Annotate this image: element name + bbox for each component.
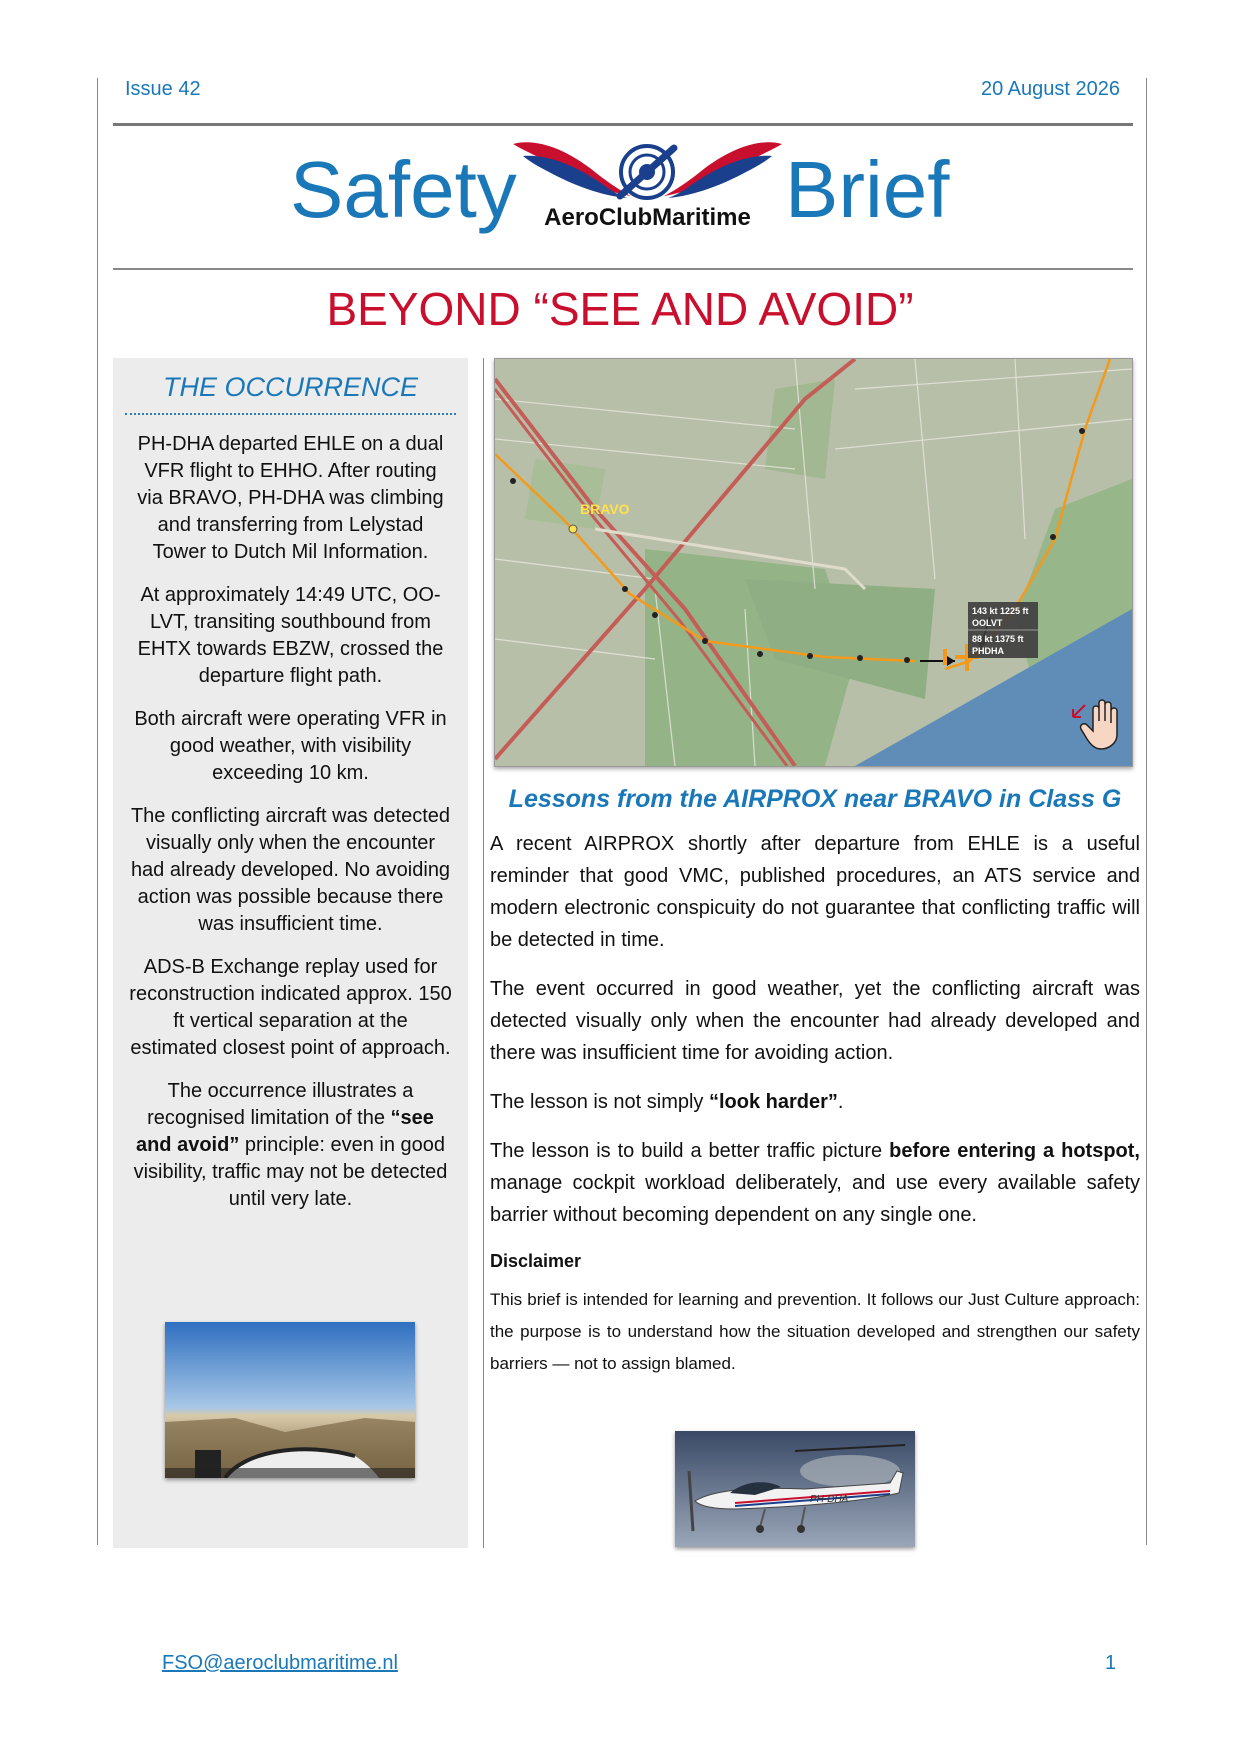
sidebar-paragraph bbox=[129, 1078, 452, 1213]
disclaimer-title: Disclaimer bbox=[490, 1251, 582, 1271]
dotted-divider bbox=[125, 413, 456, 415]
lessons-subheading: Lessons from the AIRPROX near BRAVO in Class G bbox=[508, 785, 1122, 813]
bold-phrase: “see and avoid” bbox=[135, 1107, 434, 1156]
issue-date: 20 August 2026 bbox=[980, 78, 1120, 100]
sidebar-paragraph: ADS-B Exchange replay used for reconstruction indicated approx. 150 ft vertical separation at the estimated closest point of approach. bbox=[129, 956, 452, 1059]
disclaimer-text: This brief is intended for learning and prevention. It follows our Just Culture approach: the purpose is to understand how the situation developed and strengthen our safety barriers — not to assign blamed. bbox=[490, 1290, 1140, 1373]
text-run: principle: even in good visibility, traffic may not be detected until very late. bbox=[133, 1134, 448, 1210]
text-run: The lesson is to build a better traffic picture bbox=[490, 1140, 890, 1162]
bold-phrase: “look harder” bbox=[708, 1091, 838, 1113]
text-run: . bbox=[837, 1091, 844, 1113]
aircraft-registration: PH-DHA bbox=[810, 1494, 849, 1505]
sidebar-paragraph: At approximately 14:49 UTC, OO-LVT, transiting southbound from EHTX towards EBZW, crossed the departure flight path. bbox=[137, 584, 444, 687]
waypoint-label: BRAVO bbox=[580, 501, 630, 517]
club-logo bbox=[505, 134, 790, 239]
header-rule bbox=[113, 123, 1133, 126]
main-article bbox=[490, 828, 1140, 1380]
masthead-brief: Brief bbox=[785, 145, 950, 234]
aircraft-photo bbox=[675, 1431, 915, 1547]
text-run: manage cockpit workload deliberately, and use every available safety barrier without becoming dependent on any single one. bbox=[490, 1172, 1140, 1226]
bold-phrase: before entering a hotspot, bbox=[889, 1140, 1140, 1162]
flight-track-map bbox=[494, 358, 1133, 767]
page-number: 1 bbox=[1105, 1652, 1117, 1674]
tag-oolvt-callsign: OOLVT bbox=[972, 618, 1003, 628]
tag-phdha-callsign: PHDHA bbox=[972, 646, 1005, 656]
logo-text: AeroClubMaritime bbox=[544, 204, 751, 231]
sidebar-title: THE OCCURRENCE bbox=[162, 372, 418, 402]
cockpit-photo bbox=[165, 1322, 415, 1478]
masthead-safety: Safety bbox=[290, 145, 517, 234]
text-run: The occurrence illustrates a recognised limitation of the bbox=[147, 1080, 414, 1129]
article-paragraph: The event occurred in good weather, yet the conflicting aircraft was detected visually only when the encounter had already developed and there was insufficient time for avoiding action. bbox=[490, 978, 1140, 1064]
article-paragraph bbox=[490, 1135, 1140, 1231]
issue-number: Issue 42 bbox=[125, 78, 201, 100]
sidebar-paragraph: The conflicting aircraft was detected visually only when the encounter had already developed. No avoiding action was possible because there was insufficient time. bbox=[130, 805, 451, 935]
sidebar-paragraph: Both aircraft were operating VFR in good weather, with visibility exceeding 10 km. bbox=[134, 708, 447, 784]
text-run: The lesson is not simply bbox=[490, 1091, 709, 1113]
tag-oolvt-speed-alt: 143 kt 1225 ft bbox=[972, 606, 1029, 616]
article-paragraph bbox=[490, 1086, 1140, 1118]
page-headline: BEYOND “SEE AND AVOID” bbox=[326, 283, 914, 335]
tag-phdha-speed-alt: 88 kt 1375 ft bbox=[972, 634, 1024, 644]
article-paragraph: A recent AIRPROX shortly after departure from EHLE is a useful reminder that good VMC, published procedures, an ATS service and modern electronic conspicuity do not guarantee that conflicting traffic will be detected in time. bbox=[490, 833, 1140, 951]
masthead-rule bbox=[113, 268, 1133, 270]
footer-email-link[interactable]: FSO@aeroclubmaritime.nl bbox=[162, 1652, 398, 1674]
column-divider bbox=[483, 358, 484, 1548]
sidebar-paragraph: PH-DHA departed EHLE on a dual VFR flight to EHHO. After routing via BRAVO, PH-DHA was climbing and transferring from Lelystad Tower to Dutch Mil Information. bbox=[137, 433, 444, 563]
